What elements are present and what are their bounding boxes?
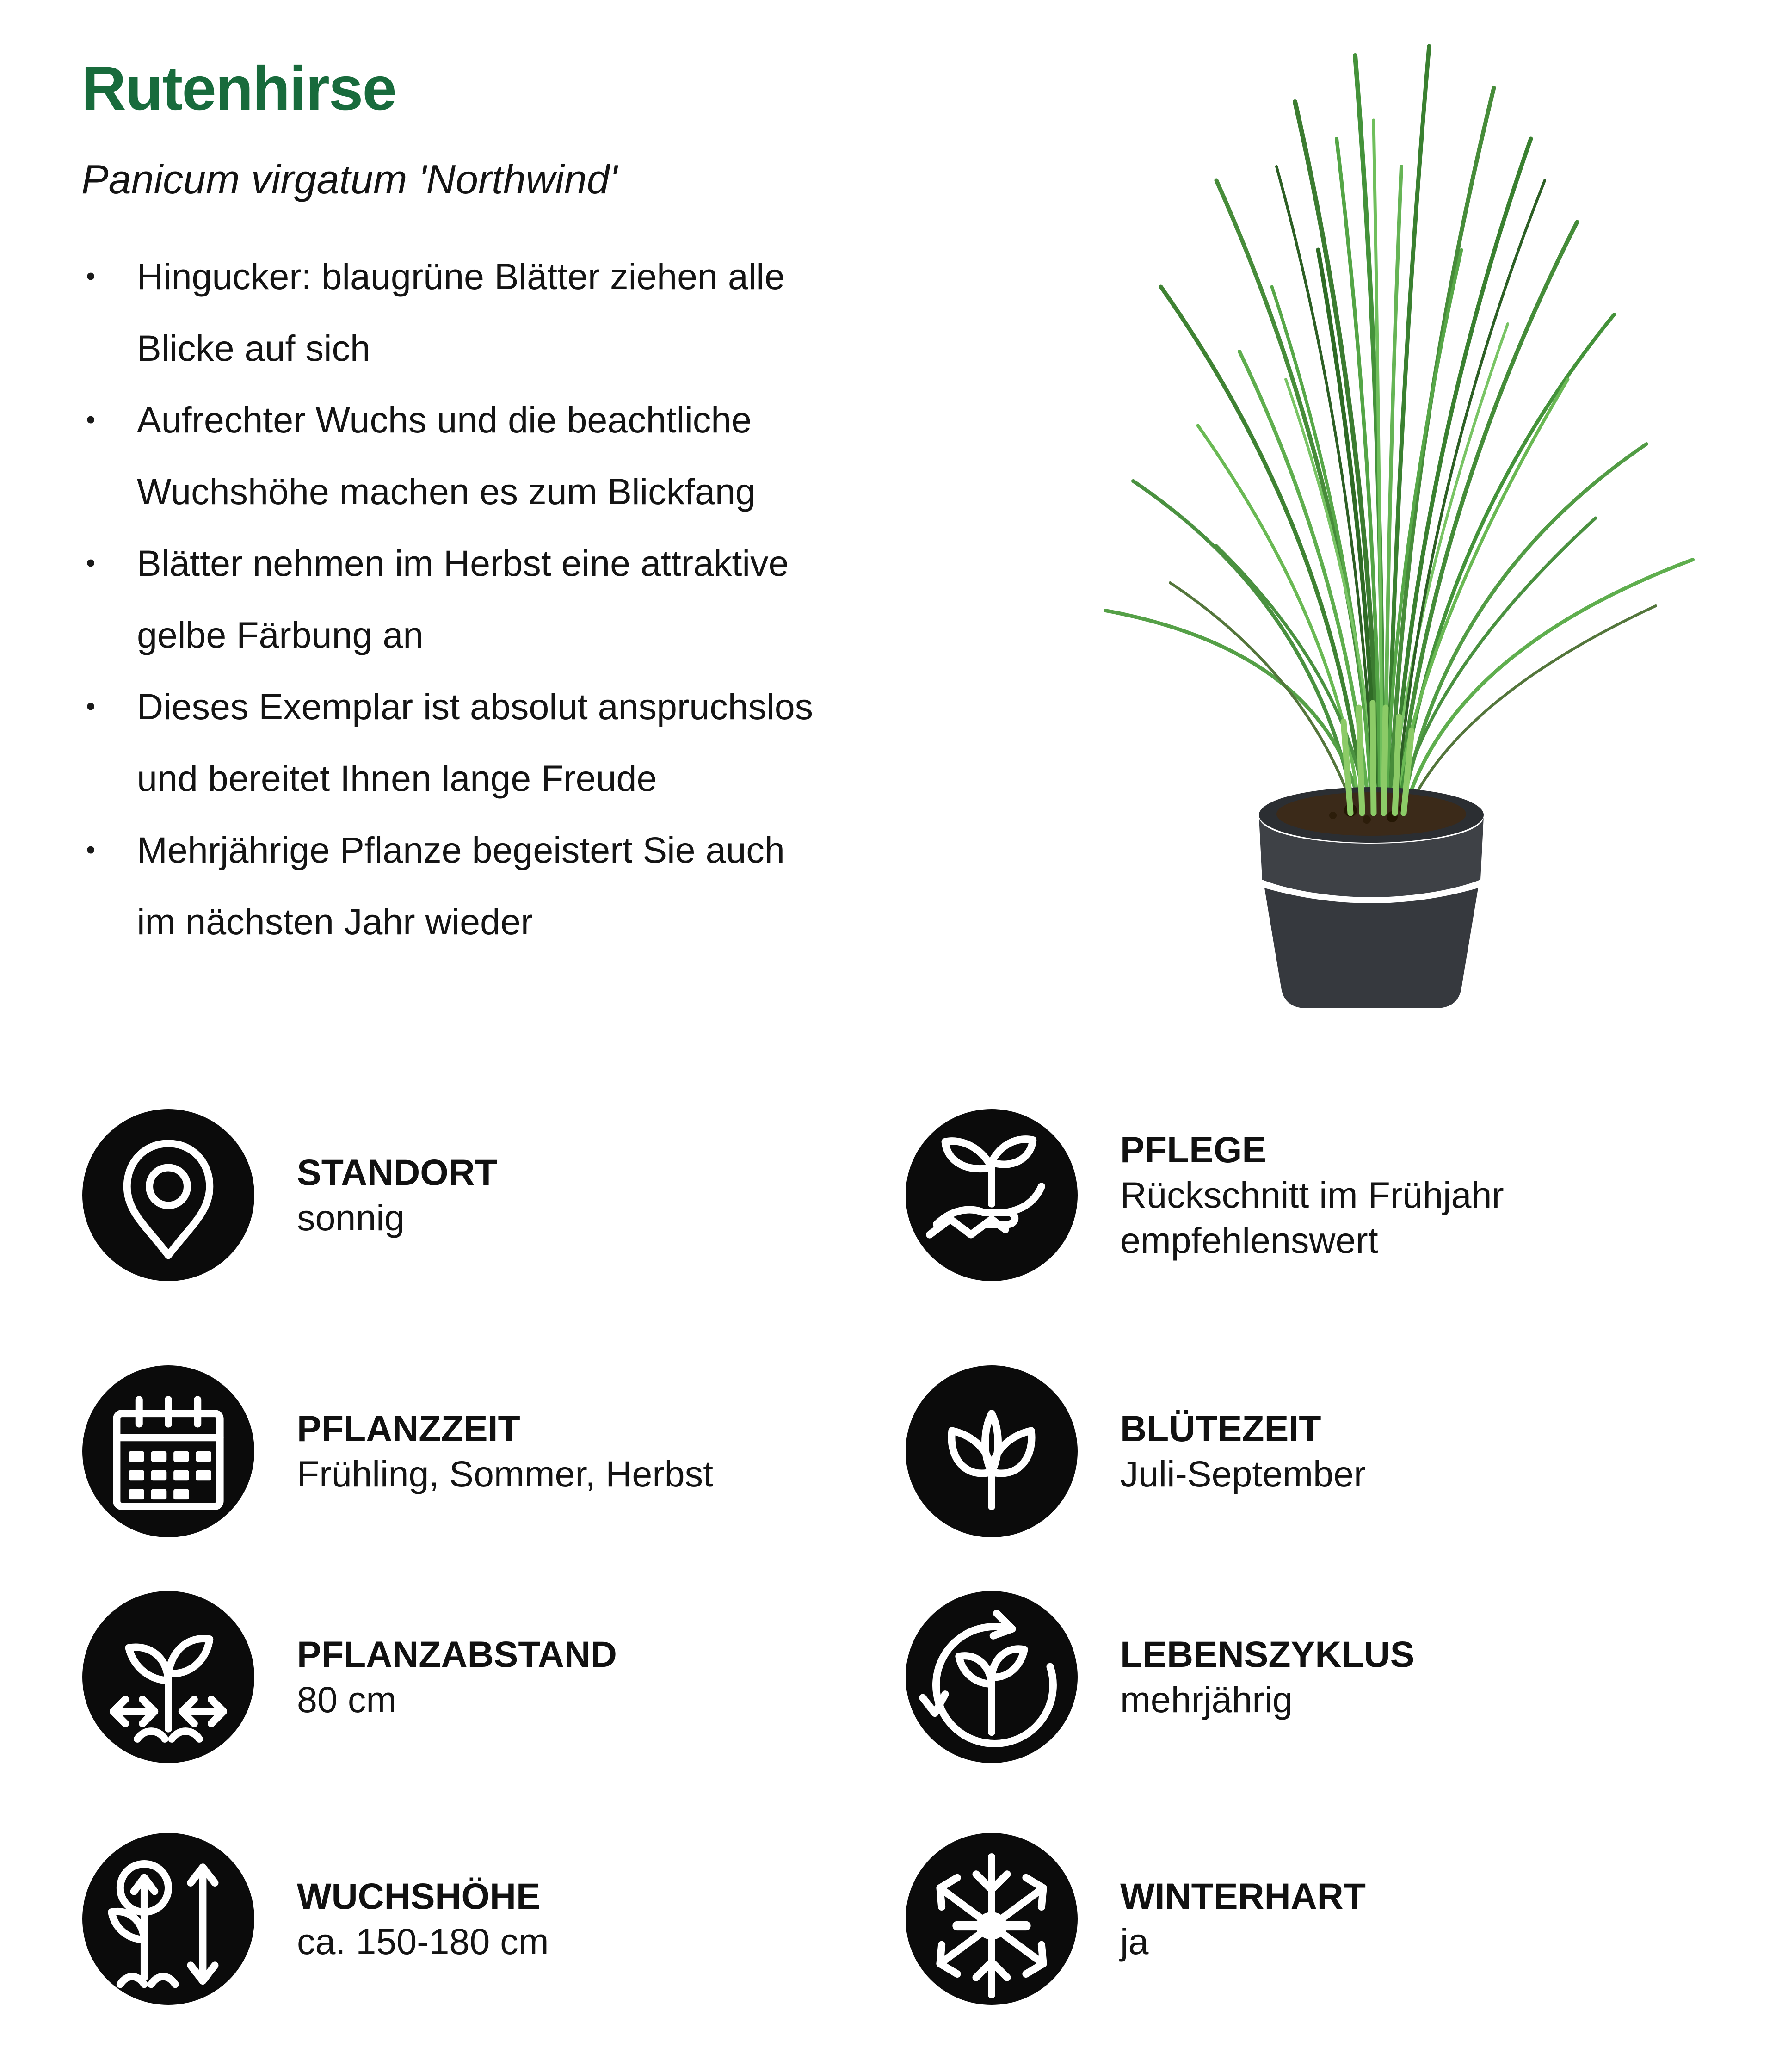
bullet-dot: •: [86, 835, 96, 865]
botanical-name: Panicum virgatum 'Northwind': [81, 156, 617, 203]
feature-value: Rückschnitt im Frühjahr: [1120, 1174, 1504, 1215]
feature-standort: [82, 1109, 497, 1281]
potted-grass-photo: [1078, 28, 1725, 1022]
feature-label: PFLANZABSTAND: [297, 1634, 617, 1675]
hand-holding-plant-icon: [906, 1109, 1078, 1281]
bullet-item: [81, 527, 914, 671]
feature-label: WINTERHART: [1120, 1875, 1366, 1917]
bullet-text: Mehrjährige Pflanze begeistert Sie auch im nächsten Jahr wieder: [137, 829, 785, 942]
bullet-text: Aufrechter Wuchs und die beachtliche Wuchshöhe machen es zum Blickfang: [137, 399, 756, 512]
bullet-item: [81, 384, 914, 527]
snowflake-icon: [906, 1833, 1078, 2005]
bullet-dot: •: [86, 405, 96, 435]
feature-value: sonnig: [297, 1197, 405, 1238]
feature-label: PFLEGE: [1120, 1129, 1267, 1170]
feature-label: STANDORT: [297, 1152, 497, 1193]
bullet-dot: •: [86, 548, 96, 578]
feature-wuchshoehe: [82, 1833, 549, 2005]
plant-cycle-icon: [906, 1591, 1078, 1763]
feature-lebenszyklus: [906, 1591, 1414, 1763]
feature-bluetezeit: [906, 1365, 1366, 1537]
feature-bullet-list: [81, 240, 914, 957]
location-pin-icon: [82, 1109, 254, 1281]
feature-winterhart: [906, 1833, 1366, 2005]
feature-value: 80 cm: [297, 1679, 397, 1720]
flower-icon: [906, 1365, 1078, 1537]
feature-value: Juli-September: [1120, 1453, 1366, 1494]
feature-label: LEBENSZYKLUS: [1120, 1634, 1415, 1675]
feature-label: PFLANZZEIT: [297, 1408, 520, 1449]
header: [81, 55, 617, 204]
feature-value: Frühling, Sommer, Herbst: [297, 1453, 714, 1494]
bullet-dot: •: [86, 261, 96, 291]
plant-height-arrow-icon: [82, 1833, 254, 2005]
bullet-item: [81, 671, 914, 814]
feature-pflege: [906, 1109, 1504, 1281]
feature-value: mehrjährig: [1120, 1679, 1293, 1720]
plant-spacing-arrows-icon: [82, 1591, 254, 1763]
bullet-dot: •: [86, 691, 96, 722]
feature-value: ca. 150-180 cm: [297, 1921, 549, 1962]
feature-pflanzzeit: [82, 1365, 713, 1537]
feature-value: empfehlenswert: [1120, 1220, 1378, 1261]
feature-value: ja: [1120, 1921, 1149, 1962]
page-title: Rutenhirse: [81, 54, 396, 123]
bullet-text: Dieses Exemplar ist absolut anspruchslos und bereitet Ihnen lange Freude: [137, 686, 814, 799]
bullet-text: Blätter nehmen im Herbst eine attraktive gelbe Färbung an: [137, 543, 789, 655]
feature-label: BLÜTEZEIT: [1120, 1408, 1321, 1449]
feature-label: WUCHSHÖHE: [297, 1875, 541, 1917]
calendar-icon: [82, 1365, 254, 1537]
bullet-text: Hingucker: blaugrüne Blätter ziehen alle Blicke auf sich: [137, 256, 785, 369]
bullet-item: [81, 240, 914, 384]
feature-pflanzabstand: [82, 1591, 617, 1763]
bullet-item: [81, 814, 914, 957]
